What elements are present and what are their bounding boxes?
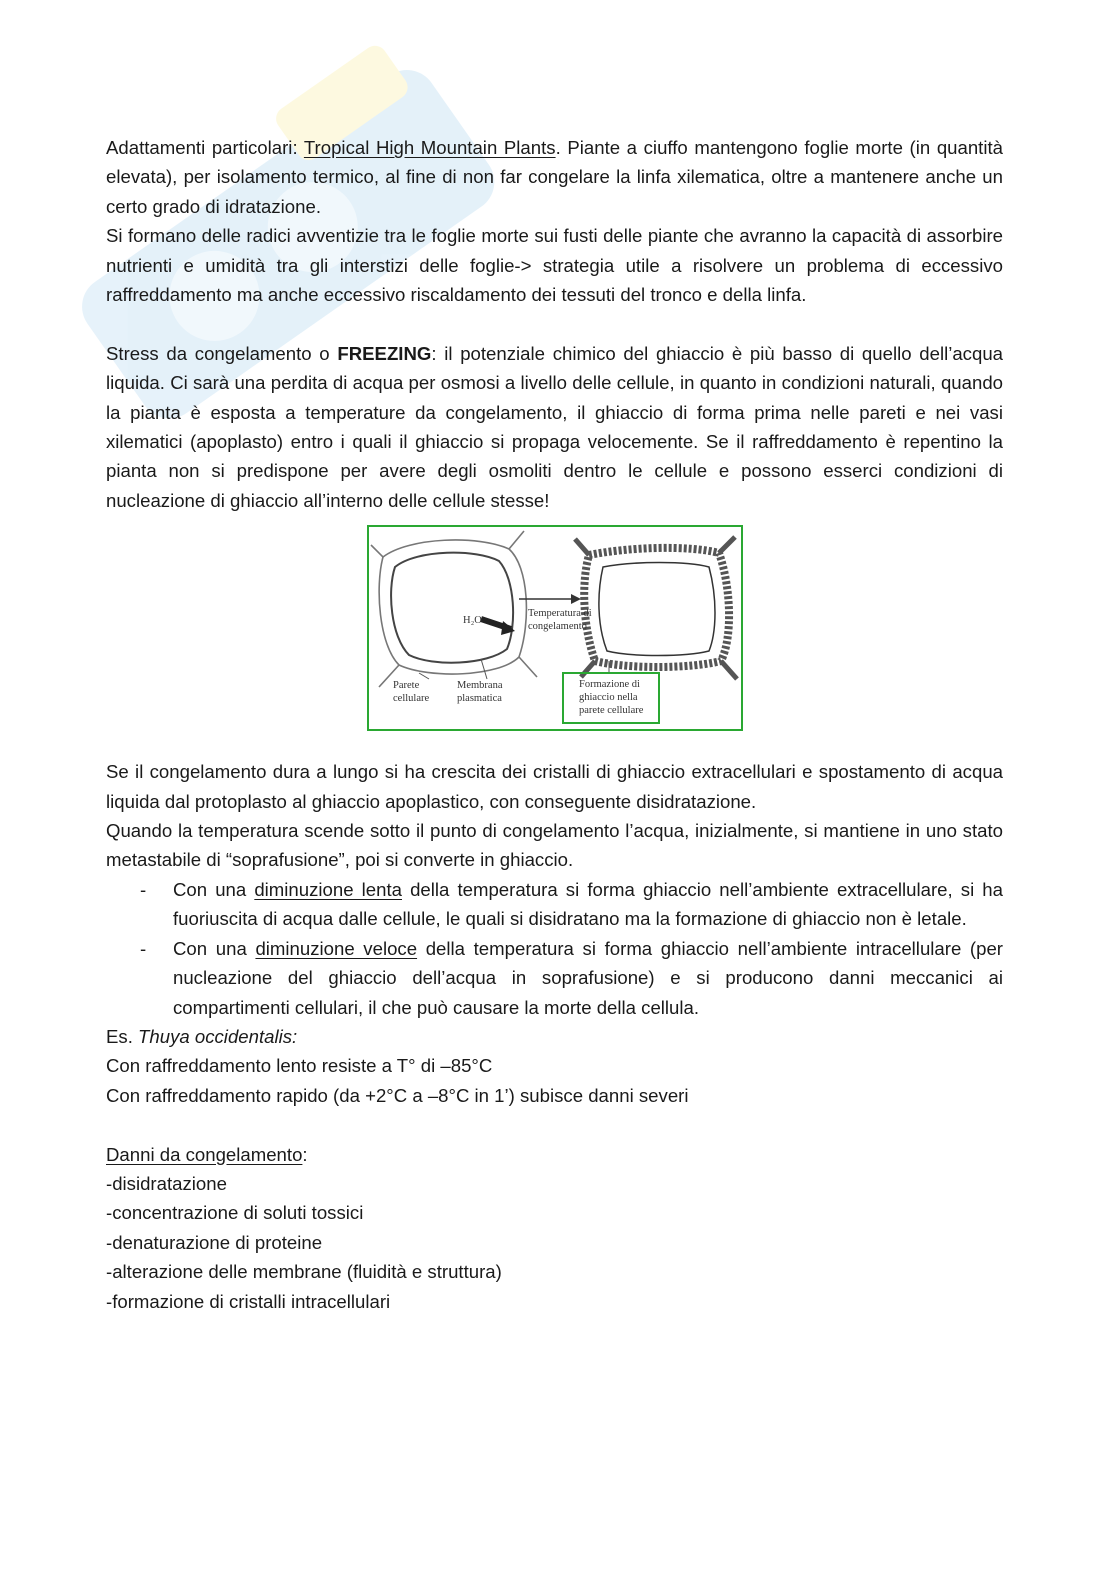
example-heading: Es. Thuya occidentalis: [106, 1025, 298, 1047]
left-cell-membrane [391, 553, 513, 663]
document-page [106, 133, 1003, 1316]
list-item: - Con una diminuzione veloce della temperatura si forma ghiaccio nell’ambiente intracellulare (per nucleazione del ghiaccio dell’acqua in soprafusione) e si producono danni meccanici ai compartimenti cellulari, il che può causare la morte della cellula. [140, 937, 1003, 1018]
list-item: - Con una diminuzione lenta della temperatura si forma ghiaccio nell’ambiente extracellulare, si ha fuoriuscita di acqua dalle cellule, le quali si disidratano ma la formazione di ghiaccio non è letale. [140, 878, 1003, 930]
temperature-label: Temperatura di congelamento [528, 608, 592, 633]
damage-item: -denaturazione di proteine [106, 1231, 323, 1253]
term-freezing: FREEZING [337, 342, 432, 364]
term-tropical-plants: Tropical High Mountain Plants [303, 137, 556, 158]
species-name: Thuya occidentalis: [138, 1025, 298, 1047]
membrane-label: Membrana plasmatica [457, 680, 503, 705]
paragraph-soprafusione: Quando la temperatura scende sotto il punto di congelamento l’acqua, inizialmente, si mantiene in uno stato metastabile di “soprafusione”, poi si converte in ghiaccio. [106, 820, 1003, 871]
paragraph-freezing: Stress da congelamento o FREEZING: il potenziale chimico del ghiaccio è più basso di quello dell’acqua liquida. Ci sarà una perdita di acqua per osmosi a livello delle cellule, in quanto in condizioni naturali, quando la pianta è esposta a temperature da congelamento, il ghiaccio di forma prima nelle pareti e nei vasi xilematici (apoplasto) entro i quali il ghiaccio si propaga velocemente. Se il raffreddamento è repentino la pianta non si predispone per avere degli osmoliti dentro le cellule e possono esserci condizioni di nucleazione di ghiaccio all’interno delle cellule stesse! [106, 342, 1003, 511]
paragraph-adattamenti: Adattamenti particolari: Tropical High Mountain Plants. Piante a ciuffo mantengono foglie morte (in quantità elevata), per isolamento termico, al fine di non far congelare la linfa xilematica, oltre a mantenere anche un certo grado di idratazione. [106, 137, 1003, 217]
wall-label: Parete cellulare [393, 680, 430, 705]
freezing-figure [367, 525, 743, 731]
paragraph-congelamento-lungo: Se il congelamento dura a lungo si ha crescita dei cristalli di ghiaccio extracellulari e spostamento di acqua liquida dal protoplasto al ghiaccio apoplastico, con conseguente disidratazione. [106, 761, 1003, 812]
h2o-label: H₂O [463, 615, 482, 627]
term-diminuzione-lenta: diminuzione lenta [254, 878, 402, 900]
paragraph-radici: Si formano delle radici avventizie tra le foglie morte sui fusti delle piante che avranno la capacità di assorbire nutrienti e umidità tra gli interstizi delle foglie-> strategia utile a risolvere un problema di eccessivo raffreddamento ma anche eccessivo riscaldamento dei tessuti del tronco e della linfa. [106, 225, 1003, 306]
example-line-slow: Con raffreddamento lento resiste a T° di –85°C [106, 1055, 493, 1077]
damage-item: -formazione di cristalli intracellulari [106, 1290, 391, 1312]
figure-wrapper [106, 525, 1003, 757]
term-diminuzione-veloce: diminuzione veloce [255, 937, 418, 959]
damage-item: -alterazione delle membrane (fluidità e struttura) [106, 1261, 502, 1283]
ice-formation-label: Formazione di ghiaccio nella parete cellulare [579, 679, 644, 717]
damage-item: -disidratazione [106, 1172, 227, 1194]
cooling-rate-list [106, 875, 1003, 1022]
spacer [106, 1110, 1003, 1139]
damage-item: -concentrazione di soluti tossici [106, 1202, 364, 1224]
example-line-fast: Con raffreddamento rapido (da +2°C a –8°C in 1’) subisce danni severi [106, 1084, 689, 1106]
damages-heading: Danni da congelamento: [106, 1143, 308, 1165]
spacer [106, 309, 1003, 338]
ice-formation-box [562, 672, 660, 724]
left-cell-wall-outer [379, 540, 526, 674]
